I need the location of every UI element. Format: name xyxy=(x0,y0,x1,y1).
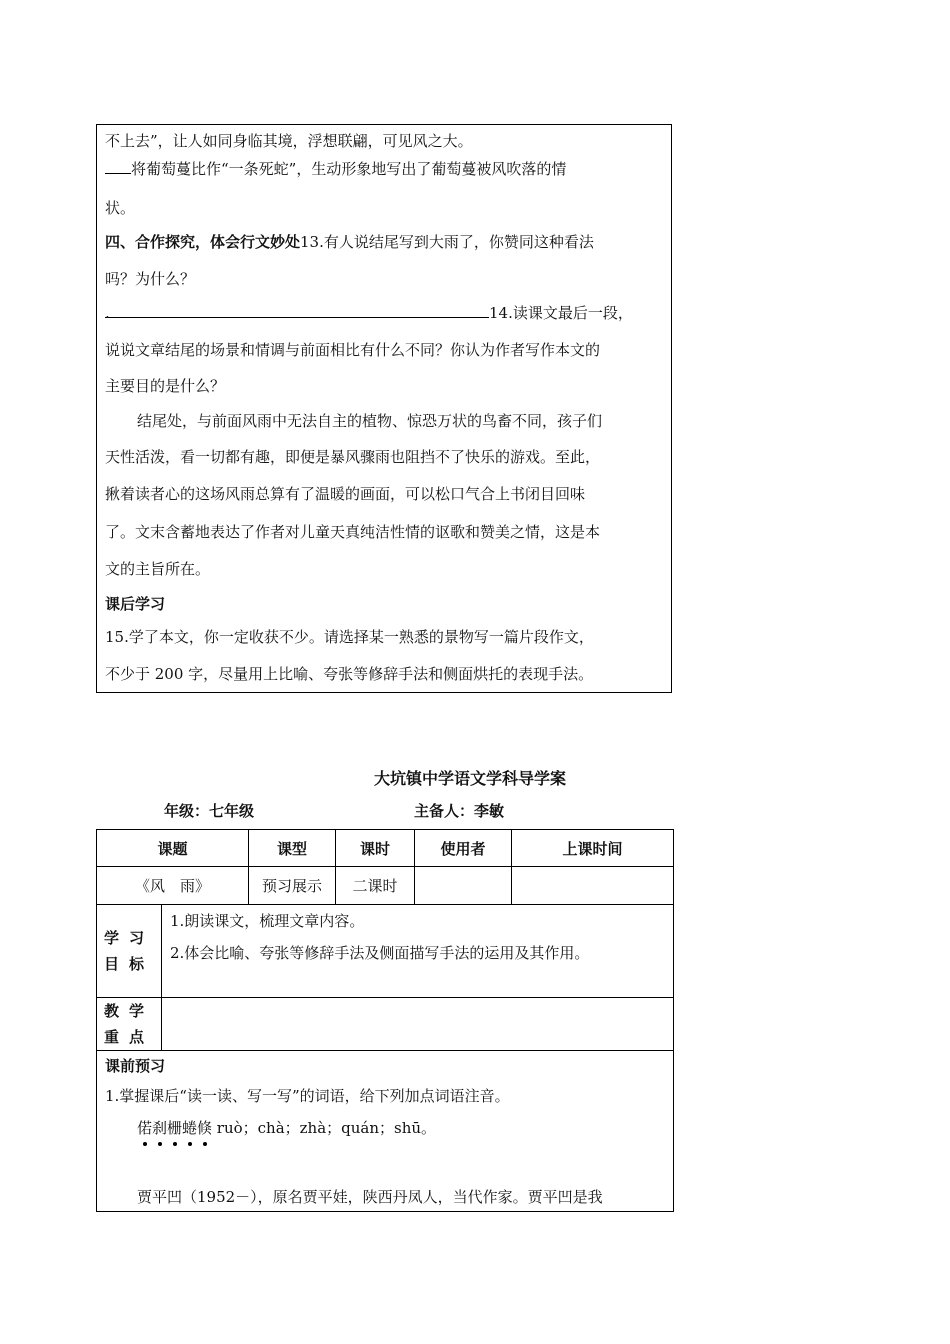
table-row xyxy=(97,998,674,1051)
table-row xyxy=(97,867,674,905)
section-heading: 课前预习 xyxy=(105,1057,166,1075)
text-line: 四、合作探究，体会行文妙处13.有人说结尾写到大雨了，你赞同这种看法 xyxy=(105,233,594,251)
table-cell: 二课时 xyxy=(336,867,415,905)
text-line: 15.学了本文，你一定收获不少。请选择某一熟悉的景物写一篇片段作文， xyxy=(105,628,594,646)
table-header-cell: 课时 xyxy=(336,830,415,867)
table-cell: 预习展示 xyxy=(249,867,336,905)
text-line: 将葡萄蔓比作“一条死蛇”，生动形象地写出了葡萄蔓被风吹落的情 xyxy=(105,159,566,179)
text-line: 不上去”，让人如同身临其境，浮想联翩，可见风之大。 xyxy=(105,132,473,150)
table-header-row xyxy=(97,830,674,867)
grade-label: 年级：七年级 xyxy=(164,802,255,820)
table-cell xyxy=(415,867,512,905)
dotted-words: 偌刹栅蜷倏 xyxy=(137,1118,212,1138)
text-line: 说说文章结尾的场景和情调与前面相比有什么不同？你认为作者写作本文的 xyxy=(105,341,601,359)
text-line: 不少于 200 字，尽量用上比喻、夸张等修辞手法和侧面烘托的表现手法。 xyxy=(105,665,594,683)
text-line: . 14.读课文最后一段， xyxy=(105,304,633,322)
table-cell: 《风 雨》 xyxy=(97,867,249,905)
lesson-info-table xyxy=(96,829,674,905)
answer-paragraph-line: 了。文末含蓄地表达了作者对儿童天真纯洁性情的讴歌和赞美之情，这是本 xyxy=(105,523,601,541)
answer-underline: . xyxy=(105,303,489,318)
section-heading: 四、合作探究，体会行文妙处 xyxy=(105,233,301,251)
key-points-label: 教学 重点 xyxy=(97,998,162,1051)
goal-item: 1.朗读课文，梳理文章内容。 xyxy=(170,912,365,930)
section-heading: 课后学习 xyxy=(105,595,166,613)
goals-cell xyxy=(162,905,674,998)
answer-paragraph-line: 揪着读者心的这场风雨总算有了温暖的画面，可以松口气合上书闭目回味 xyxy=(105,485,586,503)
preparer-label: 主备人：李敏 xyxy=(414,802,505,820)
lesson-goals-table xyxy=(96,904,674,1051)
text-line: 1.掌握课后“读一读、写一写”的词语，给下列加点词语注音。 xyxy=(105,1087,510,1105)
answer-paragraph-line: 文的主旨所在。 xyxy=(105,560,211,578)
page-title: 大坑镇中学语文学科导学案 xyxy=(374,769,567,788)
key-points-cell xyxy=(162,998,674,1051)
text-line: 状。 xyxy=(105,199,136,217)
goals-label: 学习 目标 xyxy=(97,905,162,998)
answer-paragraph-line: 结尾处，与前面风雨中无法自主的植物、惊恐万状的鸟畜不同，孩子们 xyxy=(137,412,603,430)
pinyin-line: 偌刹栅蜷倏 ruò；chà；zhà；quán；shū。 xyxy=(137,1118,436,1138)
table-header-cell: 课题 xyxy=(97,830,249,867)
blank-underline xyxy=(105,159,131,174)
text-line: 吗？为什么？ xyxy=(105,270,196,288)
table-header-cell: 使用者 xyxy=(415,830,512,867)
table-row xyxy=(97,905,674,998)
text-line: 贾平凹（1952－），原名贾平娃，陕西丹凤人，当代作家。贾平凹是我 xyxy=(137,1188,603,1206)
table-header-cell: 课型 xyxy=(249,830,336,867)
preview-section-box xyxy=(96,1050,674,1212)
table-cell xyxy=(512,867,674,905)
answer-paragraph-line: 天性活泼，看一切都有趣，即便是暴风骤雨也阻挡不了快乐的游戏。至此， xyxy=(105,448,601,466)
table-header-cell: 上课时间 xyxy=(512,830,674,867)
goal-item: 2.体会比喻、夸张等修辞手法及侧面描写手法的运用及其作用。 xyxy=(170,944,590,962)
answer-section-box xyxy=(96,124,672,693)
text-line: 主要目的是什么？ xyxy=(105,377,226,395)
